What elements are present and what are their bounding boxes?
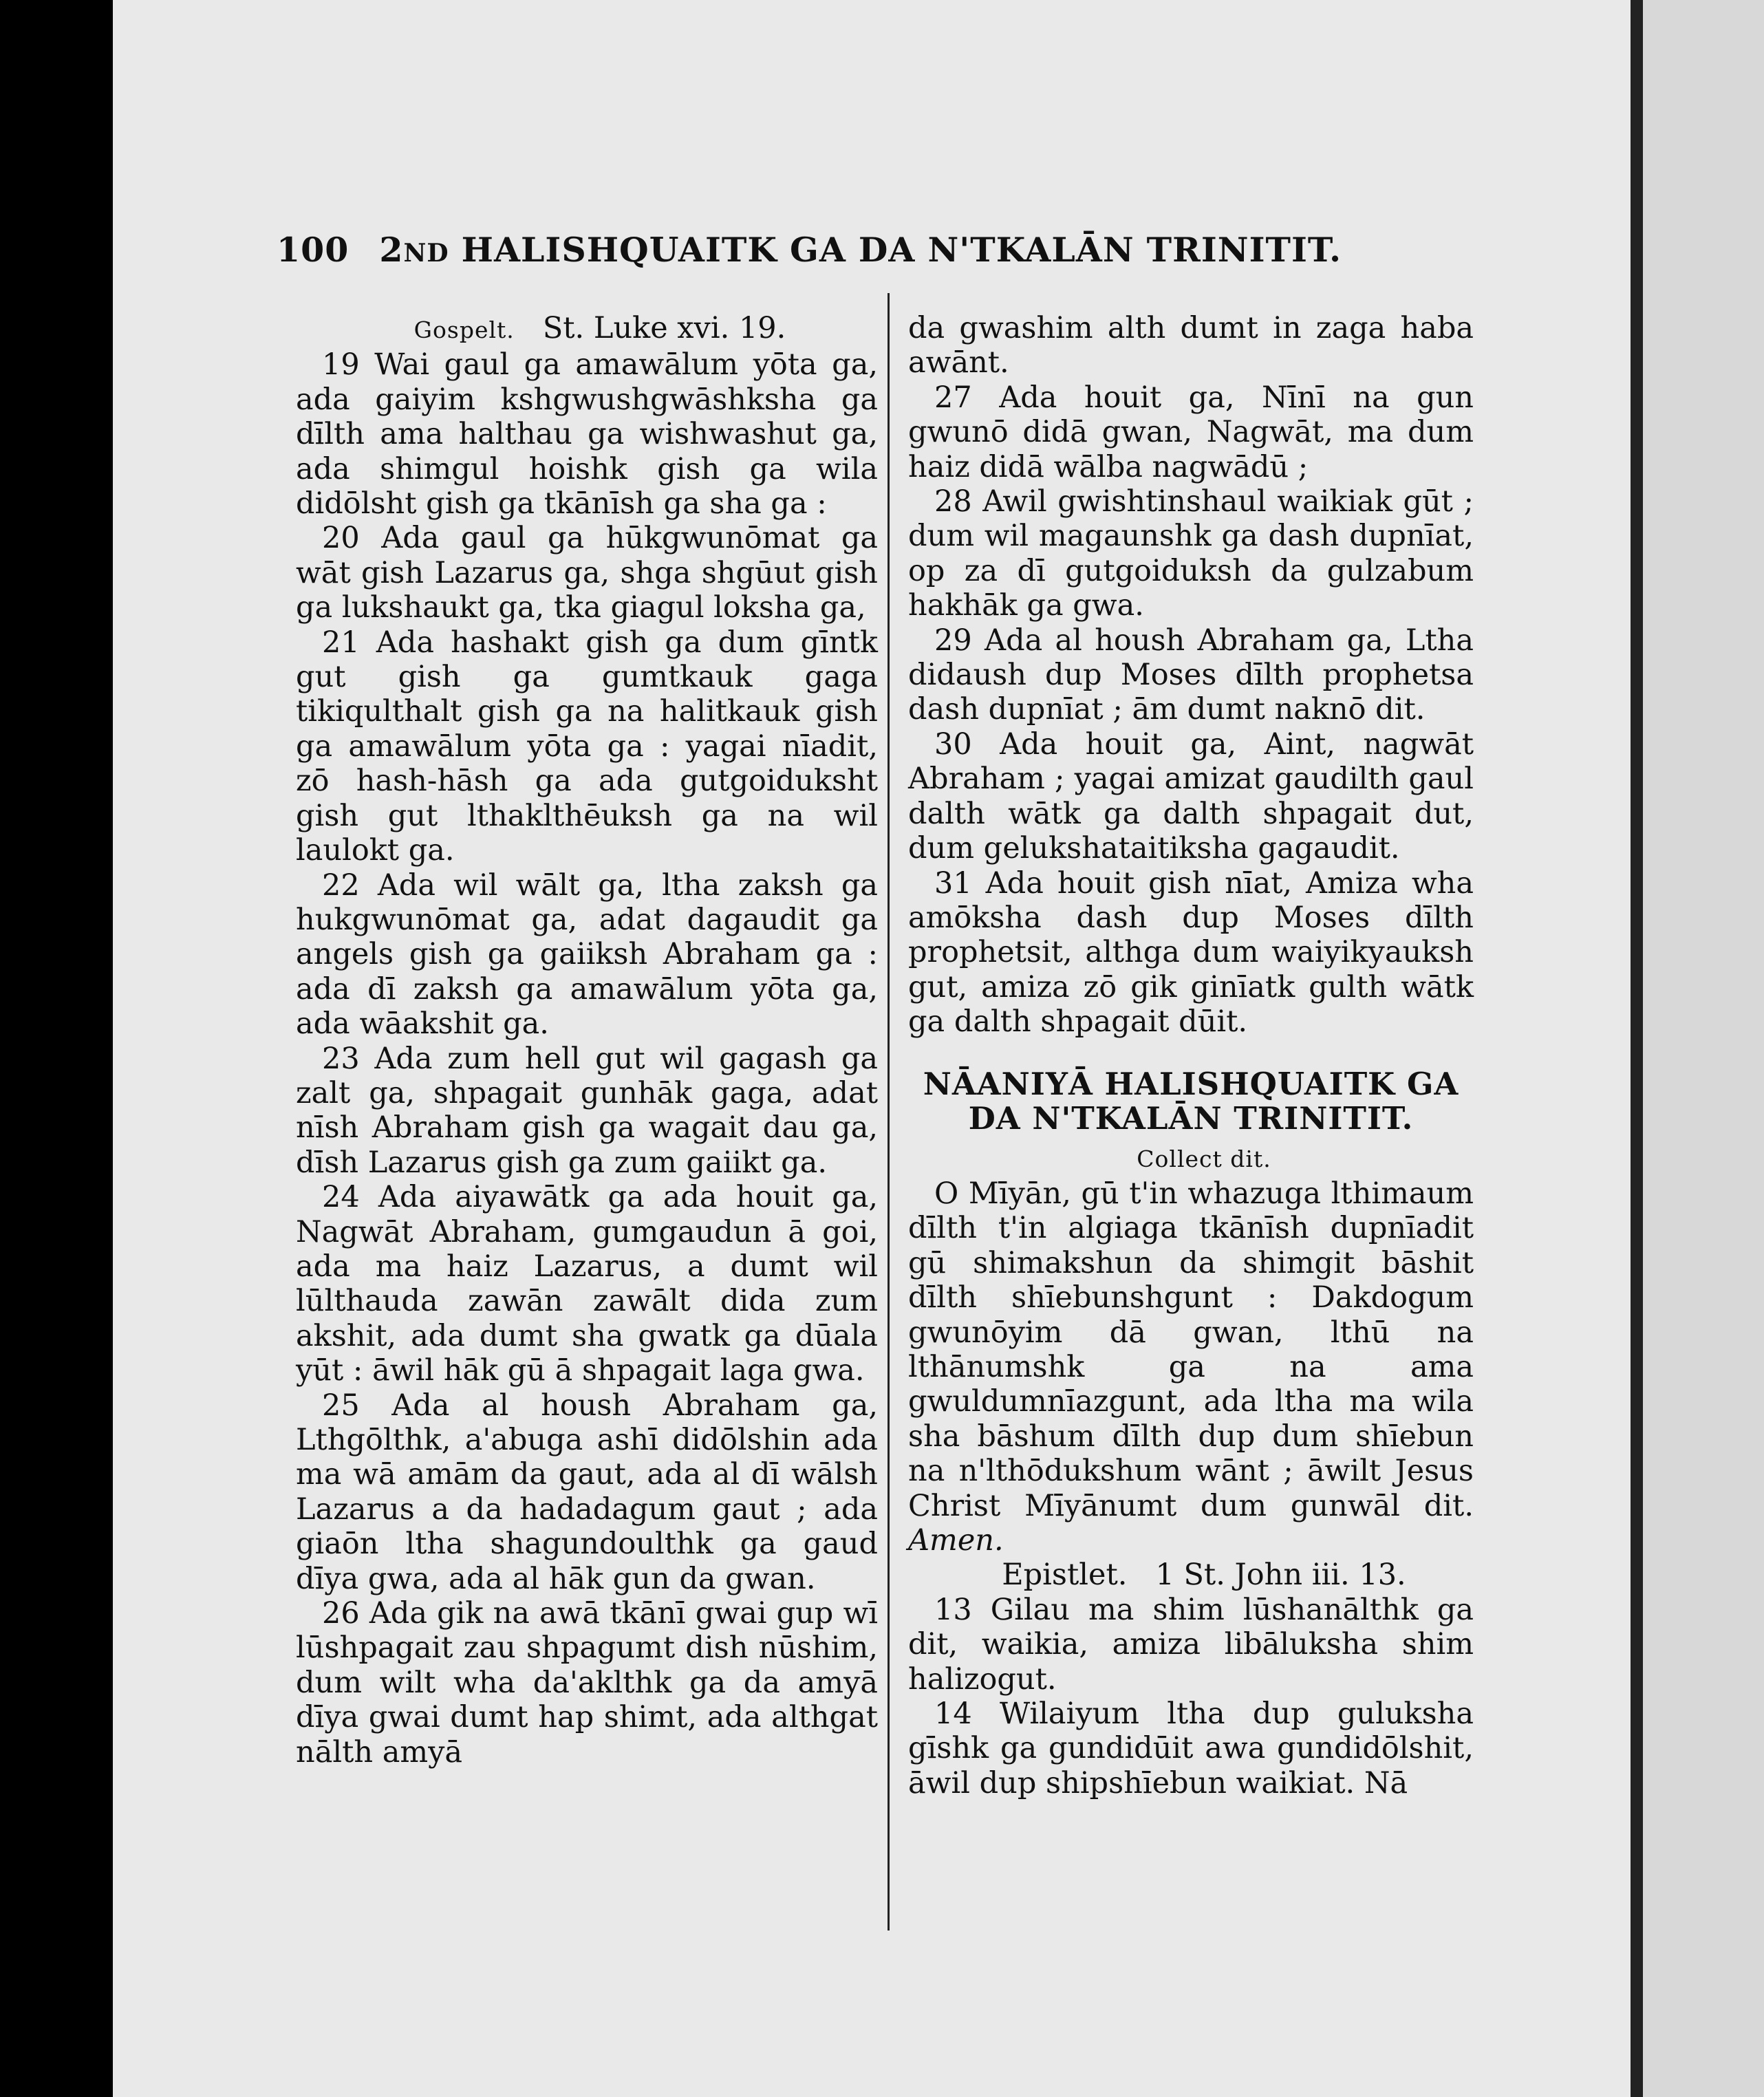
verse-20: 20 Ada gaul ga hūkgwunōmat ga wāt gish Lazarus ga, shga shgūut gish ga lukshaukt ga, tka giagul loksha ga, <box>296 521 878 625</box>
verse-25: 25 Ada al housh Abraham ga, Lthgōlthk, a'abuga ashī didōlshin ada ma wā amām da gaut, ada al dī wālsh Lazarus a da hadadagum gaut ; ada giaōn ltha shagundoulthk ga gaud dīya gwa, ada al hāk gun da gwan. <box>296 1388 878 1596</box>
section-title-line-2: DA N'TKALĀN TRINITIT. <box>968 1099 1414 1137</box>
verse-14: 14 Wilaiyum ltha dup guluksha gīshk ga gundidūit awa gundidōlshit, āwil dup shipshīebun waikiat. Nā <box>908 1697 1474 1800</box>
right-column <box>908 311 1474 1800</box>
verse-13: 13 Gilau ma shim lūshanālthk ga dit, waikia, amiza libāluksha shim halizogut. <box>908 1592 1474 1697</box>
gospel-heading <box>296 311 878 347</box>
header-ordinal: 2 <box>379 230 404 270</box>
header-title: HALISHQUAITK GA DA N'TKALĀN TRINITIT. <box>461 230 1342 270</box>
page-number: 100 <box>277 230 349 270</box>
epistle-reference: 1 St. John iii. 13. <box>1155 1558 1406 1593</box>
verse-21: 21 Ada hashakt gish ga dum gīntk gut gish ga gumtkauk gaga tikiqulthalt gish ga na halitkauk gish ga amawālum yōta ga : yagai nīadit, zō hash-hāsh ga ada gutgoiduksht gish gut lthaklthēuksh ga na wil laulokt ga. <box>296 625 878 868</box>
epistle-heading <box>908 1558 1474 1592</box>
verse-26: 26 Ada gik na awā tkānī gwai gup wī lūshpagait zau shpagumt dish nūshim, dum wilt wha da'aklthk ga da amyā dīya gwai dumt hap shimt, ada althgat nālth amyā <box>296 1596 878 1770</box>
verse-26-continued: da gwashim alth dumt in zaga haba awānt. <box>908 311 1474 380</box>
verse-29: 29 Ada al housh Abraham ga, Ltha didaush dup Moses dīlth prophetsa dash dupnīat ; ām dumt naknō dit. <box>908 623 1474 727</box>
section-title-line-1: NĀANIYĀ HALISHQUAITK GA <box>923 1065 1459 1102</box>
verse-24: 24 Ada aiyawātk ga ada houit ga, Nagwāt Abraham, gumgaudun ā goi, ada ma haiz Lazarus, a dumt wil lūlthauda zawān zawālt dida zum akshit, ada dumt sha gwatk ga dūala yūt : āwil hāk gū ā shpagait laga gwa. <box>296 1180 878 1388</box>
header-ordinal-suffix: ND <box>403 239 449 268</box>
running-header <box>277 230 1405 270</box>
collect-text <box>908 1176 1474 1558</box>
verse-22: 22 Ada wil wālt ga, ltha zaksh ga hukgwunōmat ga, adat dagaudit ga angels gish ga gaiiksh Abraham ga : ada dī zaksh ga amawālum yōta ga, ada wāakshit ga. <box>296 868 878 1042</box>
verse-19: 19 Wai gaul ga amawālum yōta ga, ada gaiyim kshgwushgwāshksha ga dīlth ama halthau ga wishwashut ga, ada shimgul hoishk gish ga wila didōlsht gish ga tkānīsh ga sha ga : <box>296 347 878 521</box>
collect-body: O Mīyān, gū t'in whazuga lthimaum dīlth t'in algiaga tkānīsh dupnīadit gū shimakshun da shimgit bāshit dīlth shīebunshgunt : Dakdogum gwunōyim dā gwan, lthū na lthānumshk ga na ama gwuldumnīazgunt, ada ltha ma wila sha bāshum dīlth dup dum shīebun na n'lthōdukshum wānt ; āwilt Jesus Christ Mīyānumt dum gunwāl dit. <box>908 1176 1474 1523</box>
collect-heading <box>908 1140 1474 1176</box>
left-column <box>296 311 878 1770</box>
verse-31: 31 Ada houit gish nīat, Amiza wha amōksha dash dup Moses dīlth prophetsit, althga dum waiyikyauksh gut, amiza zō gik ginīatk gulth wātk ga dalth shpagait dūit. <box>908 865 1474 1040</box>
next-page-strip <box>1643 0 1764 2097</box>
section-title <box>908 1067 1474 1136</box>
gospel-reference: St. Luke xvi. 19. <box>542 311 786 345</box>
verse-27: 27 Ada houit ga, Nīnī na gun gwunō didā gwan, Nagwāt, ma dum haiz didā wālba nagwādū ; <box>908 380 1474 484</box>
column-divider <box>888 293 890 1931</box>
verse-28: 28 Awil gwishtinshaul waikiak gūt ; dum wil magaunshk ga dash dupnīat, op za dī gutgoiduksh da gulzabum hakhāk ga gwa. <box>908 484 1474 623</box>
collect-label: Collect dit. <box>1137 1145 1271 1172</box>
gospel-label: Gospelt. <box>413 316 515 343</box>
verse-23: 23 Ada zum hell gut wil gagash ga zalt ga, shpagait gunhāk gaga, adat nīsh Abraham gish ga wagait dau ga, dīsh Lazarus gish ga zum gaiikt ga. <box>296 1041 878 1180</box>
amen: Amen. <box>908 1523 1004 1558</box>
page-edge-shadow <box>1631 0 1643 2097</box>
verse-30: 30 Ada houit ga, Aint, nagwāt Abraham ; yagai amizat gaudilth gaul dalth wātk ga dalth shpagait dut, dum gelukshataitiksha gagaudit. <box>908 727 1474 866</box>
epistle-label: Epistlet. <box>1002 1558 1128 1593</box>
